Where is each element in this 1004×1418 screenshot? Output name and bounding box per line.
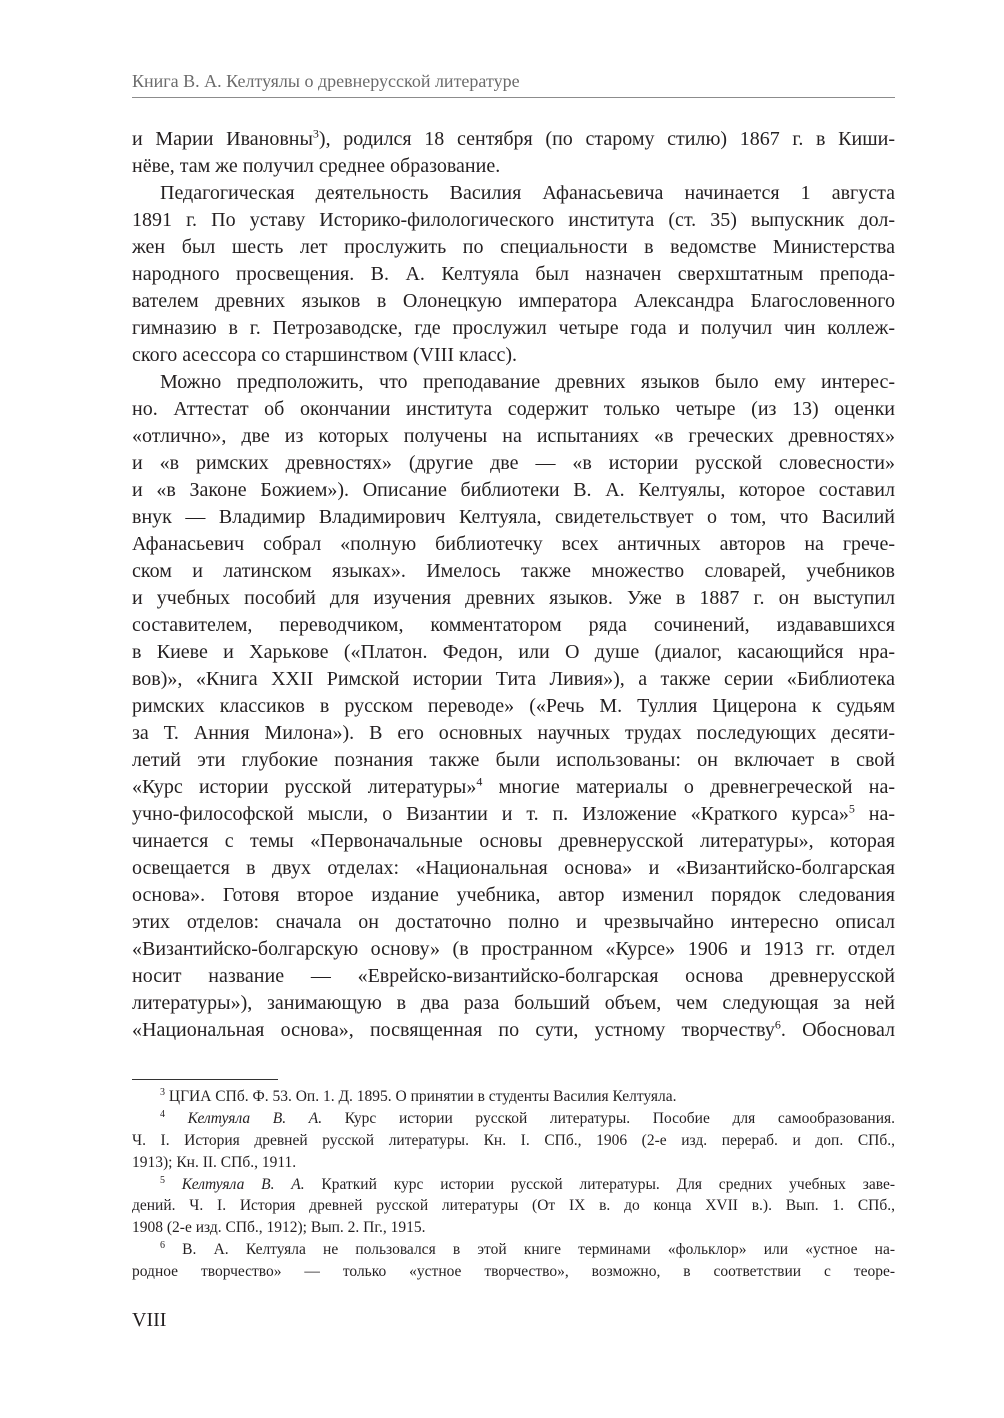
text-run: на- [854, 803, 895, 825]
text-line [132, 963, 895, 990]
footnote-marker: 4 [160, 1108, 165, 1120]
text-run: родное творчество» — только «устное творчество», возможно, в соответствии с теоре- [132, 1263, 895, 1281]
text-run: в Киеве и Харькове («Платон. Федон, или О душе (диалог, касающийся нра- [132, 641, 895, 663]
text-run: народного просвещения. В. А. Келтуяла был назначен сверхштатным препода- [132, 263, 895, 285]
text-line [132, 477, 895, 504]
text-run: носит название — «Еврейско-византийско-болгарская основа древнерусской [132, 965, 895, 987]
text-line [132, 801, 895, 828]
text-line [132, 693, 895, 720]
paragraph [132, 369, 895, 1044]
text-line [132, 909, 895, 936]
footnote [132, 1086, 895, 1108]
text-run: «отлично», две из которых получены на испытаниях «в греческих древностях» [132, 425, 895, 447]
text-run: Курс истории русской литературы. Пособие для самообразования. [322, 1109, 896, 1127]
text-run: летий эти глубокие познания также были использованы: он включает в свой [132, 749, 895, 771]
text-line [132, 936, 895, 963]
text-run: гимназию в г. Петрозаводске, где прослужил четыре года и получил чин коллеж- [132, 317, 895, 339]
paragraph [132, 126, 895, 180]
footnote-line [132, 1152, 895, 1174]
text-line [132, 774, 895, 801]
text-run: В. А. Келтуяла не пользовался в этой книге терминами «фольклор» или «устное на- [165, 1241, 895, 1259]
text-run: но. Аттестат об окончании института содержит только четыре (из 13) оценки [132, 398, 895, 420]
text-line [132, 585, 895, 612]
text-run: ), родился 18 сентября (по старому стилю) 1867 г. в Киши- [318, 128, 895, 150]
footnote-line [132, 1239, 895, 1261]
text-run: и учебных пособий для изучения древних языков. Уже в 1887 г. он выступил [132, 587, 895, 609]
text-line [132, 396, 895, 423]
text-run: 1891 г. По уставу Историко-филологического института (ст. 35) выпускник дол- [132, 209, 895, 231]
text-line [132, 1017, 895, 1044]
text-line [132, 126, 895, 153]
text-line [132, 450, 895, 477]
text-run: внук — Владимир Владимирович Келтуяла, свидетельствует о том, что Василий [132, 506, 895, 528]
text-run: 1908 (2-е изд. СПб., 1912); Вып. 2. Пг., 1915. [132, 1219, 426, 1237]
text-run: дений. Ч. I. История древней русской литературы (От IX в. до конца XVII в.). Вып. 1. СПб., [132, 1197, 895, 1215]
text-run: вов)», «Книга XXII Римской истории Тита Ливия»), а также серии «Библиотека [132, 668, 895, 690]
footnote-line [132, 1108, 895, 1130]
text-line [132, 558, 895, 585]
text-run: литературы»), занимающую в два раза больший объем, чем следующая за ней [132, 992, 895, 1014]
text-run: и Марии Ивановны [132, 128, 313, 150]
footnote-reference: 3 [312, 126, 319, 141]
text-run: и «в римских древностях» (другие две — «в истории русской словесности» [132, 452, 895, 474]
text-run: Можно предположить, что преподавание древних языков было ему интерес- [160, 371, 895, 393]
text-line [132, 153, 895, 180]
text-run: «Курс истории русской литературы» [132, 776, 477, 798]
footnote-line [132, 1130, 895, 1152]
footnote-reference: 4 [476, 774, 483, 789]
text-run: и «в Законе Божием»). Описание библиотеки В. А. Келтуялы, которое составил [132, 479, 895, 501]
footnote [132, 1239, 895, 1283]
text-line [132, 855, 895, 882]
text-run: 1913); Кн. II. СПб., 1911. [132, 1153, 297, 1171]
footnote-marker: 3 [160, 1087, 165, 1098]
text-line [132, 666, 895, 693]
text-run: основа». Готовя второе издание учебника, автор изменил порядок следования [132, 884, 895, 906]
text-run: Краткий курс истории русской литературы. Для средних учебных заве- [304, 1175, 895, 1193]
text-line [132, 288, 895, 315]
text-line [132, 747, 895, 774]
text-line [132, 720, 895, 747]
text-run: ского асессора со старшинством (VIII класс). [132, 344, 517, 366]
text-run: многие материалы о древнегреческой на- [482, 776, 895, 798]
footnote [132, 1174, 895, 1240]
text-line [132, 180, 895, 207]
footnote-marker: 6 [160, 1240, 165, 1252]
text-line [132, 639, 895, 666]
footnote-separator [132, 1079, 278, 1080]
text-run: составителем, переводчиком, комментатором ряда сочинений, издававшихся [132, 614, 895, 636]
text-run: «Византийско-болгарскую основу» (в пространном «Курсе» 1906 и 1913 гг. отдел [132, 938, 895, 960]
body-text [132, 126, 895, 1044]
text-line [132, 315, 895, 342]
text-line [132, 990, 895, 1017]
footnote-marker: 5 [160, 1174, 165, 1186]
footnote-reference: 5 [848, 801, 855, 816]
footnote-line [132, 1261, 895, 1283]
page-number: VIII [132, 1309, 167, 1331]
text-run: Ч. I. История древней русской литературы. Кн. I. СПб., 1906 (2-е изд. перераб. и доп. СПб., [132, 1131, 895, 1149]
text-run: жен был шесть лет прослужить по специальности в ведомстве Министерства [132, 236, 895, 258]
text-line [132, 423, 895, 450]
running-header-title: Книга В. А. Келтуялы о древнерусской литературе [132, 71, 520, 91]
footnote-reference: 6 [774, 1017, 781, 1032]
text-line [132, 234, 895, 261]
text-run: Педагогическая деятельность Василия Афанасьевича начинается 1 августа [160, 182, 895, 204]
footnote [132, 1108, 895, 1174]
text-line [132, 828, 895, 855]
author-name: Келтуяла В. А. [165, 1109, 323, 1127]
text-run: ЦГИА СПб. Ф. 53. Оп. 1. Д. 1895. О принятии в студенты Василия Келтуяла. [165, 1088, 677, 1105]
footnotes [132, 1086, 895, 1283]
text-line [132, 612, 895, 639]
text-run: этих отделов: сначала он достаточно полно и чрезвычайно интересно описал [132, 911, 895, 933]
text-run: Афанасьевич собрал «полную библиотечку всех античных авторов на грече- [132, 533, 895, 555]
text-line [132, 261, 895, 288]
text-run: «Национальная основа», посвященная по сути, устному творчеству [132, 1019, 775, 1041]
text-run: вателем древних языков в Олонецкую императора Александра Благословенного [132, 290, 895, 312]
text-run: учно-философской мысли, о Византии и т. п. Изложение «Краткого курса» [132, 803, 849, 825]
text-run: . Обосновал [780, 1019, 895, 1041]
paragraph [132, 180, 895, 369]
text-line [132, 504, 895, 531]
footnote-line [132, 1086, 895, 1108]
text-run: освещается в двух отделах: «Национальная основа» и «Византийско-болгарская [132, 857, 895, 879]
text-line [132, 207, 895, 234]
footnote-line [132, 1174, 895, 1196]
author-name: Келтуяла В. А. [165, 1175, 305, 1193]
text-line [132, 369, 895, 396]
header-rule [132, 97, 895, 98]
text-run: нёве, там же получил среднее образование. [132, 155, 501, 177]
footnote-line [132, 1217, 895, 1239]
footnote-line [132, 1195, 895, 1217]
text-run: ском и латинском языках». Имелось также множество словарей, учебников [132, 560, 895, 582]
text-line [132, 882, 895, 909]
text-run: чинается с темы «Первоначальные основы древнерусской литературы», которая [132, 830, 895, 852]
text-line [132, 342, 895, 369]
text-run: римских классиков в русском переводе» («Речь М. Туллия Цицерона к судьям [132, 695, 895, 717]
text-run: за Т. Анния Милона»). В его основных научных трудах последующих десяти- [132, 722, 895, 744]
text-line [132, 531, 895, 558]
